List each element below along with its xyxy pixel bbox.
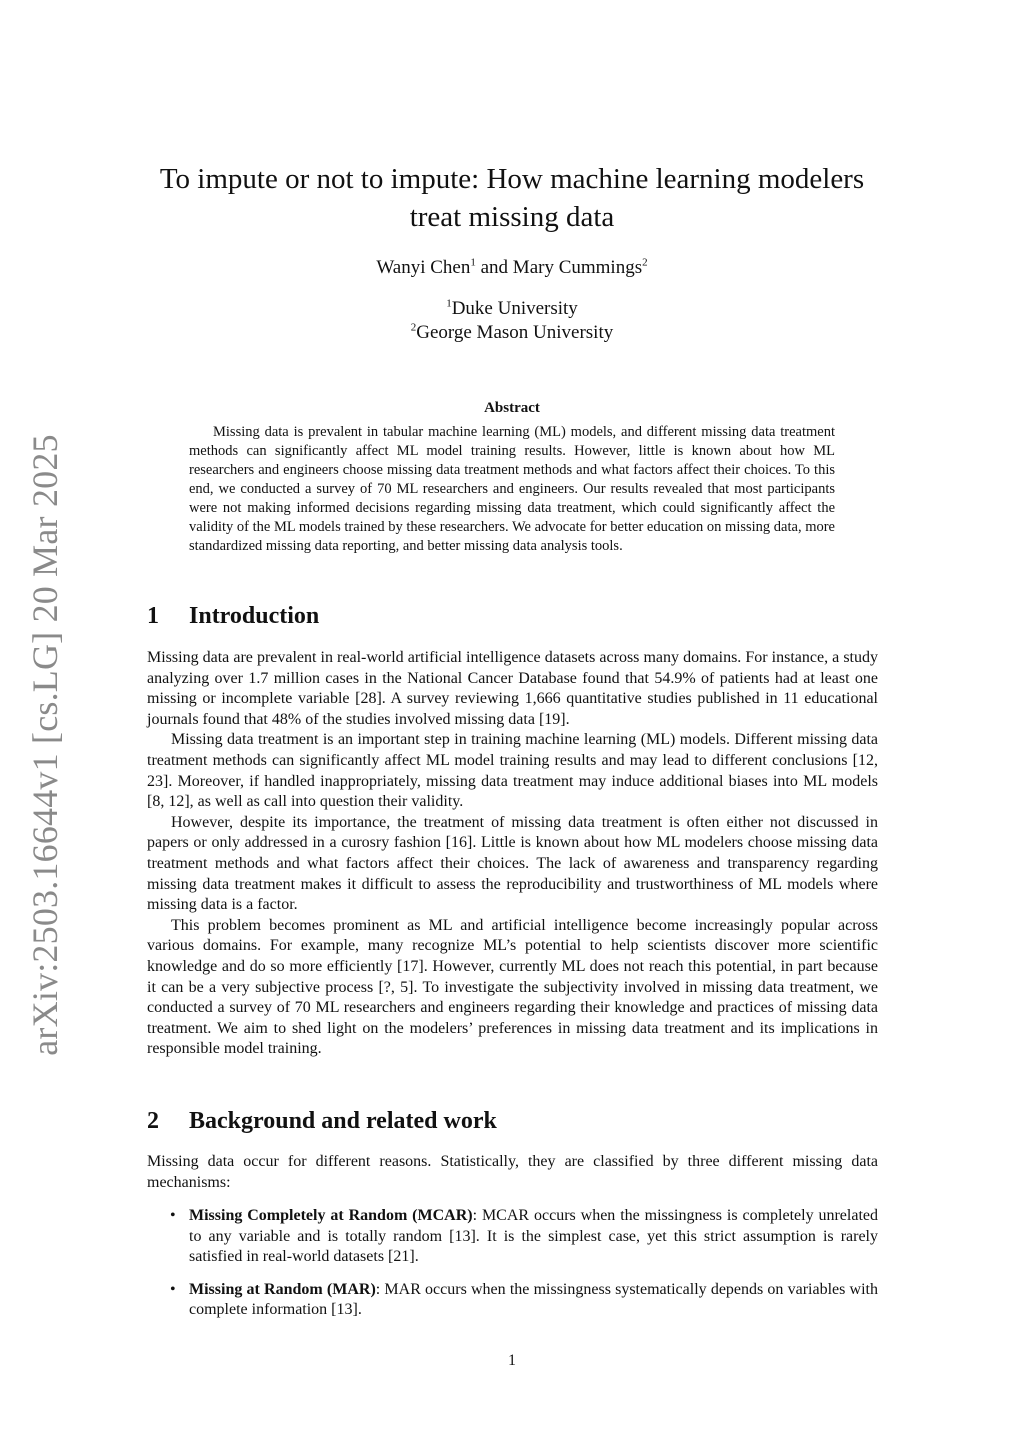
affiliation-name: Duke University xyxy=(451,298,578,319)
list-item xyxy=(170,1280,879,1321)
affiliation-line xyxy=(147,321,877,345)
paragraph: This problem becomes prominent as ML and artificial intelligence become increasingly popular across various domains. For example, many recognize ML’s potential to help scientists discover more scientific knowledge and do so more efficiently [17]. However, currently ML does not reach this potential, in part because it can be a very subjective process [?, 5]. To investigate the subjectivity involved in missing data treatment, we conducted a survey of 70 ML researchers and engineers regarding their knowledge and practices of missing data treatment. We aim to shed light on the modelers’ preferences in missing data treatment and its implications in responsible model training. xyxy=(147,916,878,1058)
section-number: 1 xyxy=(147,603,159,629)
paragraph: Missing data occur for different reasons. Statistically, they are classified by three different missing data mechanisms: xyxy=(147,1153,878,1191)
author-affiliation-marker: 1 xyxy=(470,256,476,269)
affiliation-marker: 2 xyxy=(410,321,417,334)
author-affiliation-marker: 2 xyxy=(642,256,648,269)
section-heading-introduction xyxy=(147,603,319,630)
arxiv-side-stamp: arXiv:2503.16644v1 [cs.LG] 20 Mar 2025 xyxy=(25,434,65,1056)
bullet-icon: • xyxy=(170,1207,176,1224)
author-joiner: and xyxy=(475,257,513,278)
list-item-term: Missing Completely at Random (MCAR) xyxy=(189,1207,473,1224)
list-item-text: : MAR occurs when the missingness systematically depends on variables with complete information [13]. xyxy=(189,1280,879,1319)
list-item-text: : MCAR occurs when the missingness is completely unrelated to any variable and is totally random [13]. It is the simplest case, yet this strict assumption is rarely satisfied in real-world datasets [21]. xyxy=(189,1207,879,1266)
list-item-term: Missing at Random (MAR) xyxy=(189,1280,376,1298)
author-line xyxy=(147,256,877,280)
abstract-text: Missing data is prevalent in tabular machine learning (ML) models, and different missing data treatment methods can significantly affect ML model training results. However, little is known about how ML researchers and engineers choose missing data treatment methods and what factors affect their choices. To this end, we conducted a survey of 70 ML researchers and engineers. Our results revealed that most participants were not making informed decisions regarding missing data treatment, which could significantly affect the validity of the ML models trained by these researchers. We advocate for better education on missing data, more standardized missing data reporting, and better missing data analysis tools. xyxy=(189,424,835,554)
section-title: Background and related work xyxy=(189,1108,497,1134)
paragraph: Missing data treatment is an important step in training machine learning (ML) models. Different missing data treatment methods can significantly affect ML model training results and may lead to different conclusions [12, 23]. Moreover, if handled inappropriately, missing data treatment may induce additional biases into ML models [8, 12], as well as call into question their validity. xyxy=(147,731,878,811)
section-heading-background xyxy=(147,1108,497,1135)
missing-data-mechanisms-list xyxy=(170,1206,879,1333)
author-name: Mary Cummings xyxy=(512,257,643,278)
bullet-icon: • xyxy=(170,1280,176,1298)
section-title: Introduction xyxy=(189,603,320,629)
affiliation-line xyxy=(147,297,877,321)
affiliations xyxy=(147,297,877,345)
abstract-heading: Abstract xyxy=(484,400,540,416)
background-body xyxy=(147,1152,878,1193)
paragraph: However, despite its importance, the treatment of missing data treatment is often either not discussed in papers or only addressed in a curosry fashion [16]. Little is known about how ML modelers choose missing data treatment methods and what factors affect their choices. The lack of awareness and transparency regarding missing data treatment makes it difficult to assess the reproducibility and trustworthiness of ML models where missing data is a factor. xyxy=(147,813,878,914)
affiliation-name: George Mason University xyxy=(416,322,614,343)
author-name: Wanyi Chen xyxy=(376,257,471,278)
list-item xyxy=(170,1206,879,1268)
paragraph: Missing data are prevalent in real-world artificial intelligence datasets across many domains. For instance, a study analyzing over 1.7 million cases in the National Cancer Database found that 54.9% of patients had at least one missing or incomplete variable [28]. A survey reviewing 1,666 quantitative studies published in 11 educational journals found that 48% of the studies involved missing data [19]. xyxy=(147,649,878,728)
page-number: 1 xyxy=(508,1352,516,1369)
section-number: 2 xyxy=(147,1108,159,1134)
affiliation-marker: 1 xyxy=(446,297,452,310)
introduction-body xyxy=(147,648,878,1060)
paper-title: To impute or not to impute: How machine learning modelers treat missing data xyxy=(159,163,865,233)
